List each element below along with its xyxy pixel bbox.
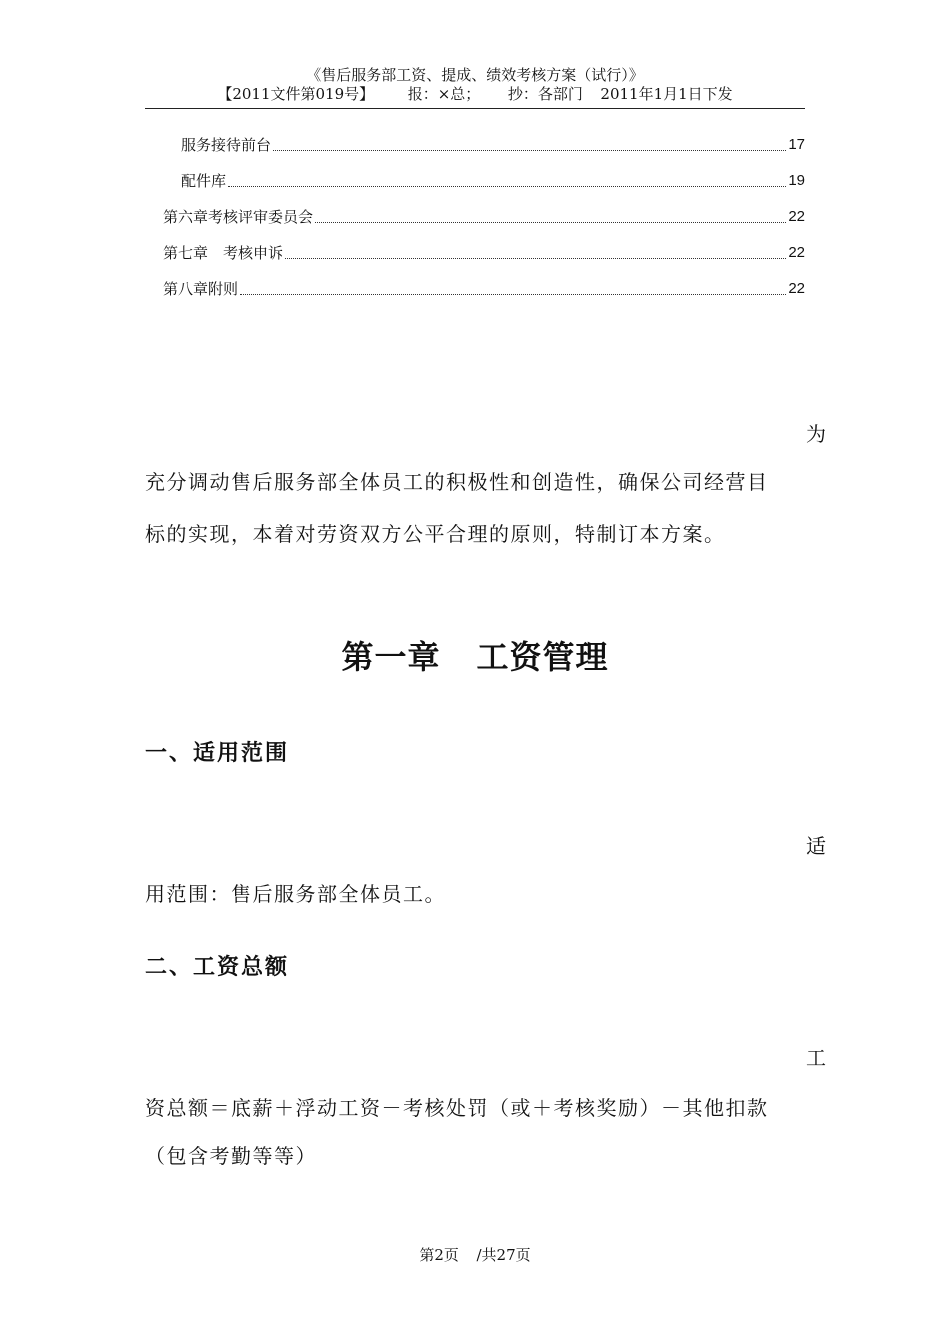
section-title-salary-total: 二、工资总额 (145, 954, 290, 980)
intro-line-2: 标的实现，本着对劳资双方公平合理的原则，特制订本方案。 (145, 522, 726, 546)
toc-leader-dots (273, 150, 786, 151)
section2-line-1: 资总额＝底薪＋浮动工资－考核处罚（或＋考核奖励）－其他扣款 (145, 1096, 769, 1120)
report-to: 报：×总； (407, 85, 481, 103)
issue-date: 2011年1月1日下发 (600, 85, 733, 103)
toc-leader-dots (315, 222, 786, 223)
toc-entry[interactable] (145, 270, 805, 306)
section1-first-char: 适 (806, 834, 826, 858)
chapter-number: 第一章 (341, 638, 441, 676)
page-header (145, 66, 805, 104)
section1-line-1: 用范围：售后服务部全体员工。 (145, 882, 446, 906)
toc-entry-page: 22 (788, 207, 805, 225)
header-divider (145, 108, 805, 109)
page-footer (145, 1244, 805, 1265)
page-total: /共27页 (476, 1246, 531, 1264)
toc-entry-title: 第八章附则 (163, 279, 239, 298)
section2-line-2: （包含考勤等等） (145, 1144, 317, 1168)
toc-entry-title: 服务接待前台 (181, 135, 272, 154)
toc-entry-title: 配件库 (181, 171, 227, 190)
document-number: 【2011文件第019号】 (217, 85, 375, 103)
toc-entry-title: 第七章 考核申诉 (163, 243, 284, 262)
section2-first-char: 工 (806, 1046, 826, 1070)
copy-to: 抄：各部门 (507, 85, 583, 103)
table-of-contents (145, 126, 805, 306)
toc-leader-dots (228, 186, 786, 187)
toc-entry[interactable] (145, 234, 805, 270)
toc-entry[interactable] (145, 162, 805, 198)
toc-entry-page: 22 (788, 243, 805, 261)
toc-entry[interactable] (145, 198, 805, 234)
document-title: 《售后服务部工资、提成、绩效考核方案（试行）》 (306, 66, 644, 84)
intro-first-char: 为 (806, 422, 826, 446)
chapter-title (145, 632, 805, 678)
toc-entry-page: 19 (788, 171, 805, 189)
page-number: 第2页 (419, 1246, 459, 1264)
chapter-name: 工资管理 (476, 638, 609, 676)
intro-line-1: 充分调动售后服务部全体员工的积极性和创造性，确保公司经营目 (145, 470, 769, 494)
toc-entry[interactable] (145, 126, 805, 162)
toc-entry-page: 17 (788, 135, 805, 153)
section-title-scope: 一、适用范围 (145, 740, 290, 766)
document-meta (145, 85, 805, 104)
toc-leader-dots (240, 294, 786, 295)
toc-leader-dots (285, 258, 786, 259)
toc-entry-page: 22 (788, 279, 805, 297)
toc-entry-title: 第六章考核评审委员会 (163, 207, 314, 226)
